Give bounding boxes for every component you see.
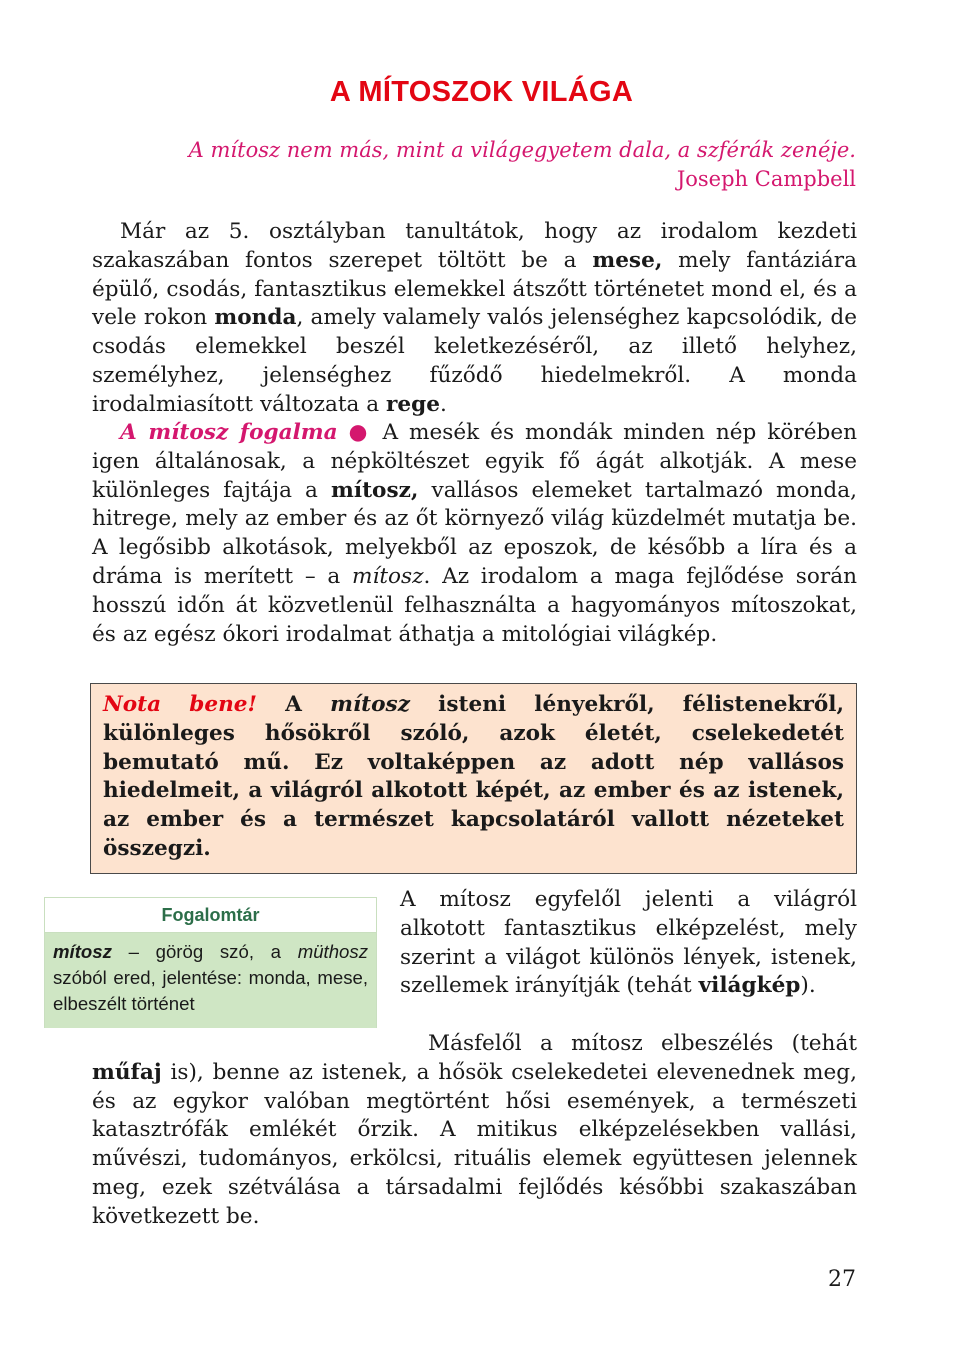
term-mese: mese, — [592, 247, 663, 273]
motto-quote: A mítosz nem más, mint a világegyetem dala, a szférák zenéje. — [188, 138, 856, 162]
paragraph-worldview: A mítosz egyfelől jelenti a világról alkotott fantasztikus elképzelést, mely szerint a világot különös lények, istenek, szellemek irányítják (tehát világkép). — [400, 887, 857, 999]
paragraph-genre: Másfelől a mítosz elbeszélés (tehát műfaj is), benne az istenek, a hősök cselekedetei elevenednek meg, és az egykor valóban megtörtént hősi események, a természeti katasztrófák emlékét őrzik. A mitikus elképzelésekben vallási, művészi, tudományos, erkölcsi, rituális elemek együttesen jelennek meg, ezek szétválása a társadalmi fejlődés későbbi szakaszában következett be. — [92, 1031, 857, 1229]
section-heading: A mítosz fogalma — [120, 420, 338, 445]
term-rege: rege — [386, 391, 440, 417]
page-number: 27 — [828, 1267, 856, 1292]
term-vilagkep: világkép — [698, 973, 801, 999]
glossary-box — [44, 897, 377, 1028]
bullet-icon: ● — [348, 420, 372, 445]
term-mufaj: műfaj — [92, 1059, 162, 1085]
motto-author: Joseph Campbell — [676, 167, 856, 191]
nota-bene-label: Nota bene! — [103, 692, 258, 717]
term-monda: monda — [214, 305, 297, 331]
nota-bene-box: Nota bene! A mítosz isteni lényekről, félistenekről, különleges hősökről szóló, azok életét, cselekedetét bemutató mű. Ez voltaképpen az adott nép vallásos hiedelmeit, a világról alkotott képét, az ember és az istenek, az ember és a természet kapcsolatáról vallott nézeteket összegzi. — [90, 683, 857, 874]
glossary-definition: mítosz – görög szó, a müthosz szóból ered, jelentése: monda, mese, elbeszélt történet — [45, 933, 376, 1028]
motto — [189, 136, 856, 194]
glossary-heading: Fogalomtár — [45, 898, 376, 933]
term-mitosz: mítosz, — [331, 477, 419, 503]
paragraph-myth-concept: A mítosz fogalma ● A mesék és mondák minden nép körében igen általánosak, a népköltészet egyik fő ágát alkotják. A mese különleges fajtája a mítosz, vallásos elemeket tartalmazó monda, hitrege, mely az ember és az őt környező világ küzdelmét mutatja be. A legősibb alkotások, melyekből az eposzok, de később a líra és a dráma is merített – a mítosz. Az irodalom a maga fejlődése során hosszú időn át közvetlenül felhasználta a hagyományos mítoszokat, és az egész ókori irodalmat áthatja a mitológiai világkép. — [92, 420, 858, 647]
paragraph-intro: Már az 5. osztályban tanultátok, hogy az irodalom kezdeti szakaszában fontos szerepet töltött be a mese, mely fantáziára épülő, csodás, fantasztikus elemekkel átszőtt történetet mond el, és a vele rokon monda, amely valamely valós jelenséghez kapcsolódik, de csodás elemekkel beszél keletkezéséről, az illető helyhez, személyhez, jelenséghez fűződő hiedelmekről. A monda irodalmiasított változata a rege. — [92, 219, 857, 417]
page-title: A MÍTOSZOK VILÁGA — [329, 76, 634, 108]
